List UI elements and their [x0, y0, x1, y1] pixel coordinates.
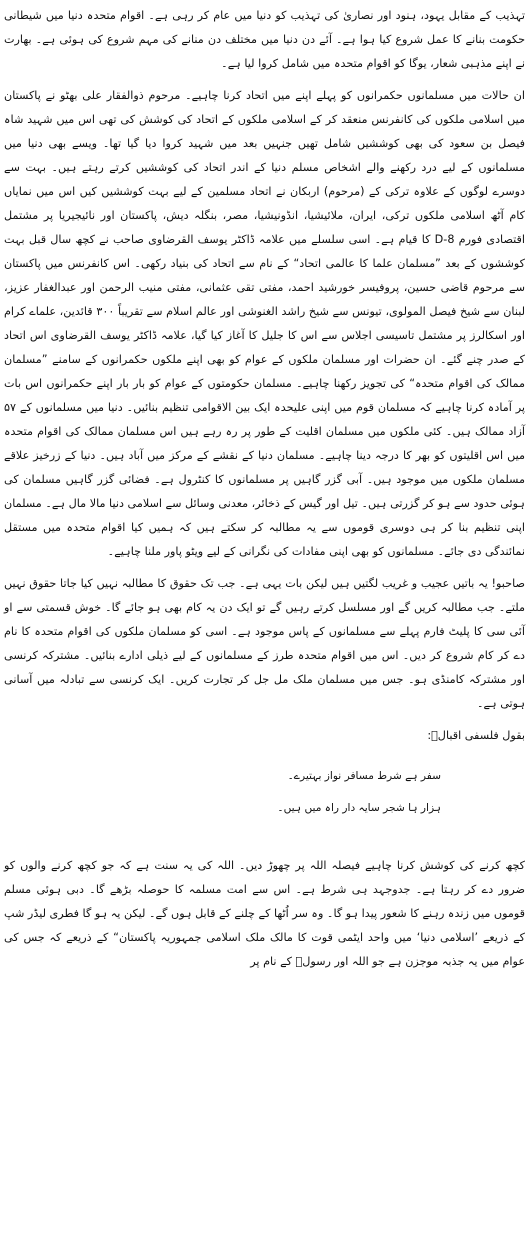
article-paragraph-final: کچھ کرنے کی کوشش کرنا چاہیے فیصلہ اللہ پر چھوڑ دیں۔ اللہ کی یہ سنت ہے کہ جو کچھ کرنے والوں کو ضرور دے کر رہتا ہے۔ جدوجہد ہی شرط ہے۔ اس سے امت مسلمہ کا حوصلہ بڑھے گا۔ دبی ہوئی مسلم قوموں میں زندہ رہنے کا شعور پیدا ہو گا۔ وہ سر اُٹھا کے چلنے کے قابل ہوں گے۔ لیکن یہ ہو گا فطری لیڈر شپ کے ذریعے ’اسلامی دنیا‘ میں واحد ایٹمی قوت کا مالک ملک اسلامی جمہوریہ پاکستان“ کے ذریعے کہ جس کی عوام میں یہ جذبہ موجزن ہے جو اللہ اور رسولؐ کے نام پر — [4, 859, 525, 968]
poem-block — [4, 760, 525, 824]
poem-line-2: ہزار ہا شجر سایہ دار راہ میں ہیں۔ — [277, 802, 441, 814]
quote-intro: بقول فلسفی اقبالؒ: — [427, 729, 525, 742]
article-paragraph-3: صاحبو! یہ باتیں عجیب و غریب لگتیں ہیں لیکن بات یہی ہے۔ جب تک حقوق کا مطالبہ نہیں کیا جاتا حقوق نہیں ملتے۔ جب مطالبہ کریں گے اور مسلسل کرتے رہیں گے تو ایک دن یہ کام بھی ہو جائے گا۔ خوش قسمتی سے او آئی سی کا پلیٹ فارم پہلے سے مسلمانوں کے پاس موجود ہے۔ اسی کو مسلمان ملکوں کی اقوام متحدہ کا نام دے کر کام شروع کر دیں۔ اس میں اقوام متحدہ طرز کے مسلمانوں کے لیے ذیلی ادارے بنائیں۔ مشترکہ کرنسی اور مشترکہ کامنڈی ہو۔ جس میں مسلمان ملک مل جل کر تجارت کریں۔ ایک کرنسی سے تبادلہ میں آسانی ہوتی ہے۔ — [4, 577, 525, 710]
article-paragraph-2: ان حالات میں مسلمانوں حکمرانوں کو پہلے اپنے میں اتحاد کرنا چاہیے۔ مرحوم ذوالفقار علی بھٹو نے پاکستان میں اسلامی ملکوں کی کانفرنس منعقد کر کے اسلامی ملکوں کے اتحاد کی کوشش کی تھی اس میں شہید شاہ فیصل بن سعود کی بھی کوششیں شامل تھیں جنہیں بعد میں شہید کروا دیا گیا تھا۔ ویسے بھی دنیا میں مسلمانوں کے لیے درد رکھنے والے اشخاص مسلم دنیا کے اندر اتحاد کی کوششیں کرتے رہتے ہیں۔ بہت سے دوسرے لوگوں کے علاوہ ترکی کے (مرحوم) اربکان نے اتحاد مسلمین کے لیے بہت کوششیں کیں اس میں نمایاں کام آٹھ اسلامی ملکوں ترکی، ایران، ملائیشیا، انڈونیشیا، مصر، بنگلہ دیش، پاکستان اور نائیجیریا پر مشتمل اقتصادی فورم D-8 کا قیام ہے۔ اسی سلسلے میں علامہ ڈاکٹر یوسف القرضاوی صاحب نے کچھ سال قبل بہت کوششوں کے بعد ”مسلمان علما کا عالمی اتحاد“ کے نام سے اتحاد کی بنیاد رکھی۔ اس کانفرنس میں پاکستان سے مرحوم قاضی حسین، پروفیسر خورشید احمد، مفتی تقی عثمانی، مفتی منیب الرحمن اور عبدالغفار عزیز، لبنان سے شیخ فیصل المولوی، تیونس سے شیخ راشد الغنوشی اور عالم اسلام سے تقریباً ۳۰۰ قائدین، علماے کرام اور اسکالرز پر مشتمل تاسیسی اجلاس سے اس کا جلیل کا آغاز کیا گیا، علامہ ڈاکٹر یوسف القرضاوی اس اتحاد کے صدر چنے گئے۔ ان حضرات اور مسلمان ملکوں کے عوام کو بھی اپنے ملکوں حکمرانوں کے سامنے ”مسلمان ممالک کی اقوام متحدہ“ کی تجویز رکھنا چاہیے۔ مسلمان حکومتوں کے عوام کو بار بار اپنے حکمرانوں اس بات پر آمادہ کرنا چاہیے کہ مسلمان قوم میں اپنی علیحدہ ایک بین الاقوامی تنظیم بنائیں۔ دنیا میں مسلمانوں کے ۵۷ آزاد ممالک ہیں۔ کئی ملکوں میں مسلمان اقلیت کے طور پر رہ رہے ہیں اس مسلمان ممالک کی اقوام متحدہ میں اس اقلیتوں کو بھر کا درجہ دینا چاہیے۔ مسلمان دنیا کے نقشے کے مرکز میں آباد ہیں۔ دنیا کے زرخیز علاقے مسلمان ملکوں میں موجود ہیں۔ آبی گزر گاہیں پر مسلمانوں کا کنٹرول ہے۔ فضائی گزر گاہیں مسلمان کی ہوئی حدود سے ہو کر گزرتی ہیں۔ تیل اور گیس کے ذخائر، معدنی وسائل سے اسلامی دنیا مالا مال ہے۔ مسلمان اپنی تنظیم بنا کر ہی دوسری قوموں سے یہ مطالبہ کر سکتے ہیں کہ ہمیں کیا اقوام متحدہ میں مستقل نمائندگی دی جائے۔ مسلمانوں کو بھی اپنی مفادات کی نگرانی کے لیے ویٹو پاور ملنا چاہیے۔ — [4, 89, 526, 558]
poem-line-1: سفر ہے شرط مسافر نواز بہتیرے۔ — [287, 770, 441, 782]
article-paragraph-1: تہذیب کے مقابل یہود، ہنود اور نصاریٰ کی تہذیب کو دنیا میں عام کر رہی ہے۔ اقوام متحدہ دنیا میں شیطانی حکومت بنانے کا عمل شروع کیا ہوا ہے۔ آئے دن دنیا میں مختلف دن منانے کی مہم شروع کی ہوئی ہے۔ بھارت نے اپنے مذہبی شعار، یوگا کو اقوام متحدہ میں شامل کروا لیا ہے۔ — [4, 9, 525, 70]
